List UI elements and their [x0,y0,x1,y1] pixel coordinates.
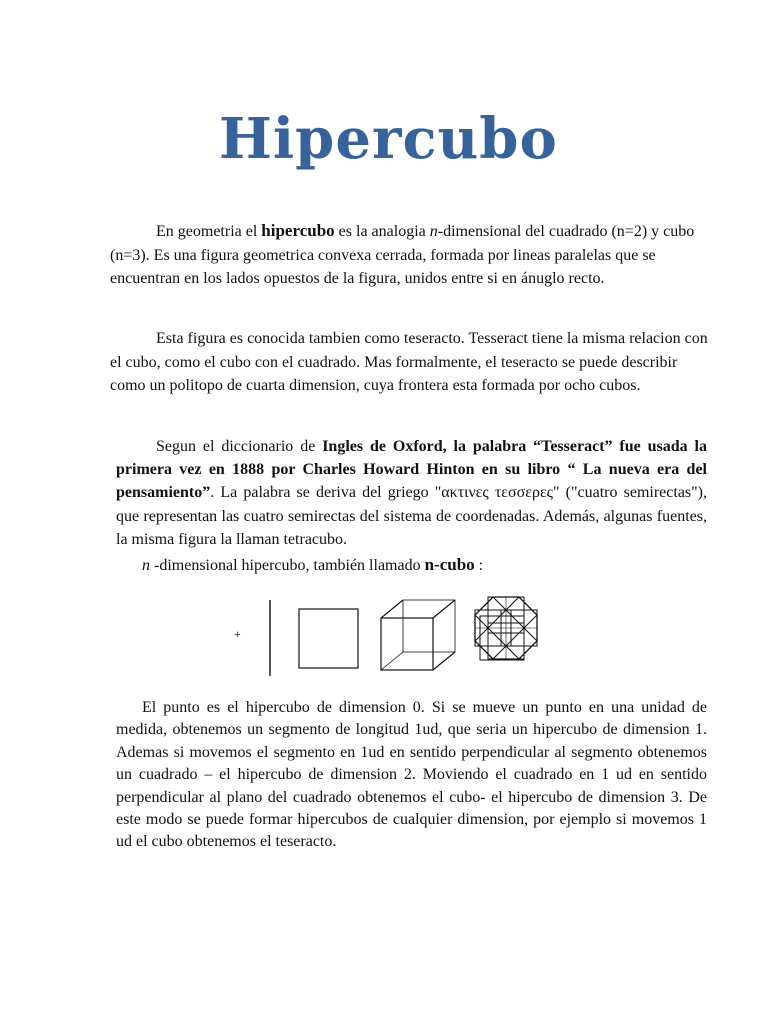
text-run: -dimensional hipercubo, también llamado [150,557,425,574]
page-title: Hipercubo [219,106,558,172]
greek-phrase: ακτινες τεσσερες [441,484,554,502]
text-run: -dimensional del cuadrado (n=2) y cubo (n=3). Es una figura geometrica convexa cerrada, formada por lineas paralelas que se encuentran en los lados opuestos de la figura, unidos entre si en ánuglo recto. [110,223,695,288]
text-run: El punto es el hipercubo de dimension 0. Si se mueve un punto en una unidad de medida, obtenemos un segmento de longitud 1ud, que seria un hipercubo de dimension 1. Ademas si movemos el segmento en 1ud en sentido perpendicular al segmento obtenemos un cuadrado – el hipercubo de dimension 2. Moviendo el cuadrado en 1 ud en sentido perpendicular al plano del cuadrado obtenemos el cubo- el hipercubo de dimension 3. De este modo se puede formar hipercubos de cualquier dimension, por ejemplo si movemos 1 ud el cubo obtenemos el teseracto. [116,699,707,851]
text-run: : [474,557,484,574]
bold-oxford-reference: Ingles de Oxford, la palabra “Tesseract” fue usada la primera vez en 1888 por Charles Howard Hinton en su libro “ La nueva era del pensamiento” [116,438,707,502]
paragraph-ncubo-intro [142,553,642,578]
paragraph-definition [110,219,708,291]
paragraph-teseracto [110,327,710,398]
italic-n: n [429,223,438,240]
term-hipercubo: hipercubo [261,221,335,240]
square-dimension-2 [299,609,358,668]
text-run: es la analogia [334,223,430,240]
paragraph-explanation [116,697,707,854]
hypercube-diagram [230,594,560,684]
cube-dimension-3 [381,600,455,670]
hypercube-figures [230,594,560,684]
tesseract-dimension-4 [475,597,537,660]
paragraph-oxford [116,435,707,551]
point-dimension-0: + [234,627,241,641]
italic-n: n [142,557,150,574]
text-run: En geometria el [156,223,262,240]
text-run: Segun el diccionario de [156,438,323,455]
text-run: Esta figura es conocida tambien como teseracto. Tesseract tiene la misma relacion con el cubo, como el cubo con el cuadrado. Mas formalmente, el teseracto se puede describir como un politopo de cuarta dimension, cuya frontera esta formada por ocho cubos. [110,330,708,395]
text-run: . La palabra se deriva del griego " [210,484,442,502]
term-ncubo: n-cubo [424,555,475,574]
text-run: " ("cuatro semirectas"), que representan las cuatro semirectas del sistema de coordenadas. Además, algunas fuentes, la misma figura la llaman tetracubo. [116,484,707,548]
